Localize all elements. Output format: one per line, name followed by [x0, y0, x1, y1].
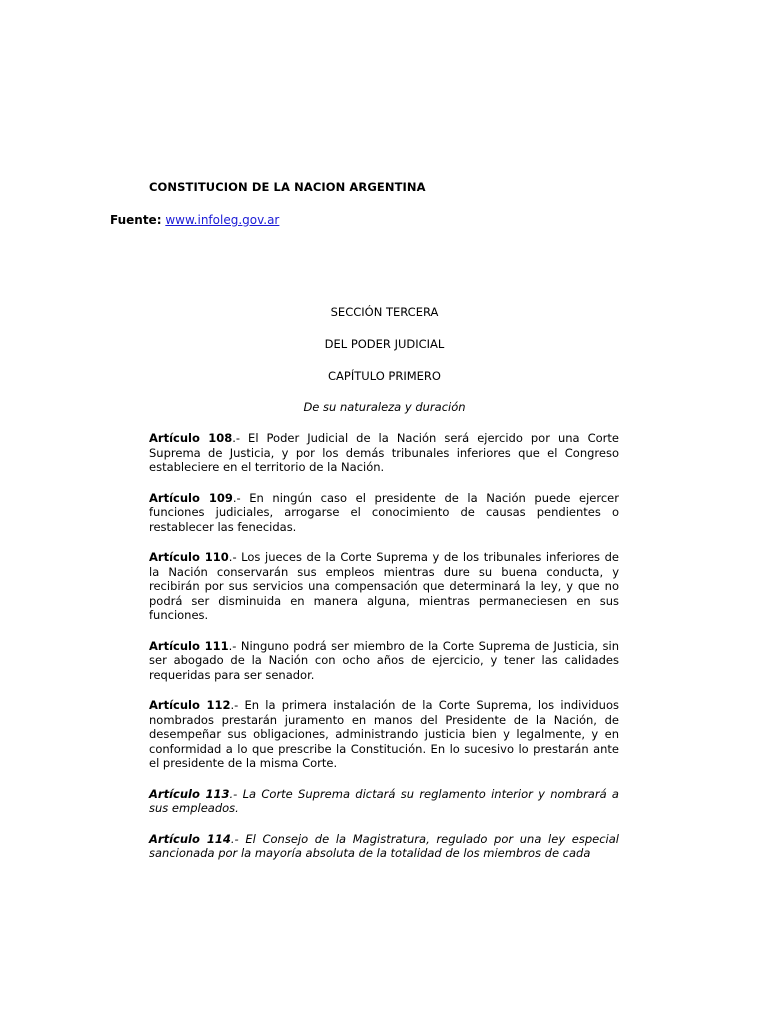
- chapter-heading: CAPÍTULO PRIMERO: [328, 369, 441, 383]
- chapter-subtitle: De su naturaleza y duración: [303, 400, 466, 414]
- article-112: [149, 698, 619, 771]
- articles-list: [149, 431, 619, 877]
- article-text: .- El Consejo de la Magistratura, regulado por una ley especial sancionada por la mayoría absoluta de la totalidad de los miembros de cada: [149, 831, 619, 860]
- article-114: [149, 832, 619, 861]
- article-text: .- Ninguno podrá ser miembro de la Corte Suprema de Justicia, sin ser abogado de la Nación con ocho años de ejercicio, y tener las calidades requeridas para ser senador.: [149, 638, 619, 682]
- article-110: [149, 550, 619, 623]
- article-number: Artículo 113: [149, 786, 230, 801]
- article-number: Artículo 111: [149, 638, 229, 653]
- article-number: Artículo 109: [149, 490, 233, 505]
- article-text: .- La Corte Suprema dictará su reglamento interior y nombrará a sus empleados.: [149, 786, 619, 815]
- power-heading: DEL PODER JUDICIAL: [324, 337, 445, 351]
- article-number: Artículo 110: [149, 550, 229, 564]
- article-text: .- En ningún caso el presidente de la Nación puede ejercer funciones judiciales, arrogarse el conocimiento de causas pendientes o restablecer las fenecidas.: [149, 490, 619, 534]
- article-text: .- El Poder Judicial de la Nación será ejercido por una Corte Suprema de Justicia, y por los demás tribunales inferiores que el Congreso estableciere en el territorio de la Nación.: [149, 431, 619, 474]
- article-number: Artículo 112: [149, 698, 231, 712]
- article-text: .- Los jueces de la Corte Suprema y de los tribunales inferiores de la Nación conservarán sus empleos mientras dure su buena conducta, y recibirán por sus servicios una compensación que determinará la ley, y que no podrá ser disminuida en manera alguna, mientras permaneciesen en sus funciones.: [149, 550, 619, 622]
- article-109: [149, 491, 619, 535]
- article-108: [149, 431, 619, 475]
- section-heading: SECCIÓN TERCERA: [330, 305, 439, 319]
- article-number: Artículo 114: [149, 831, 231, 846]
- article-111: [149, 639, 619, 683]
- article-number: Artículo 108: [149, 431, 233, 445]
- document-title: CONSTITUCION DE LA NACION ARGENTINA: [149, 180, 426, 194]
- source-label: Fuente:: [110, 213, 162, 227]
- source-line: [110, 213, 279, 227]
- article-text: .- En la primera instalación de la Corte Suprema, los individuos nombrados prestarán juramento en manos del Presidente de la Nación, de desempeñar sus obligaciones, administrando justicia bien y legalmente, y en conformidad a lo que prescribe la Constitución. En lo sucesivo lo prestarán ante el presidente de la misma Corte.: [149, 698, 619, 770]
- article-113: [149, 787, 619, 816]
- source-link[interactable]: www.infoleg.gov.ar: [165, 213, 280, 227]
